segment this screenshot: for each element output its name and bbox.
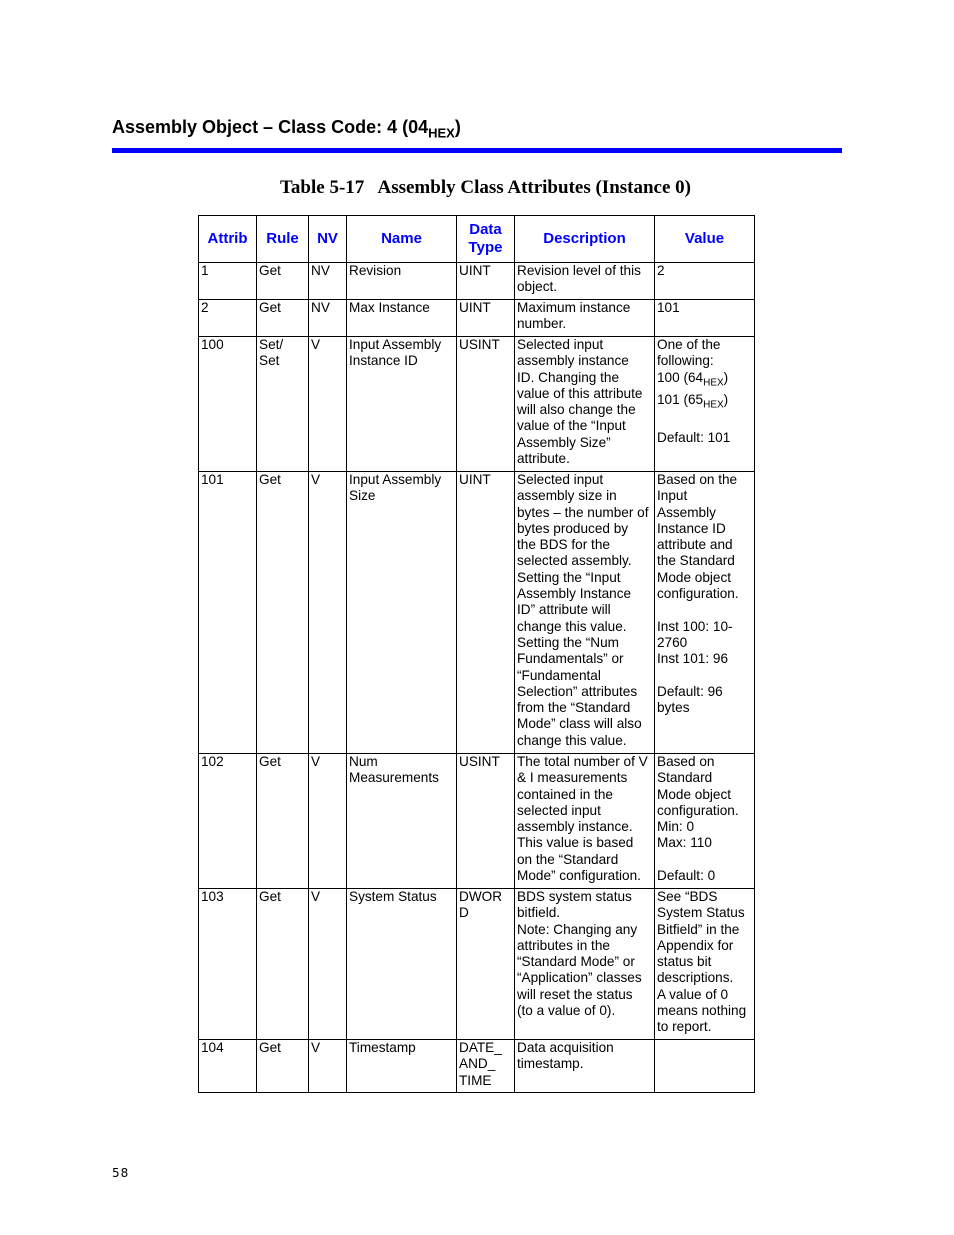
cell-attrib: 103 [199, 889, 257, 1040]
cell-type: DATE_ AND_ TIME [457, 1040, 515, 1093]
col-header-nv: NV [309, 216, 347, 263]
cell-rule: Get [257, 263, 309, 300]
cell-rule: Get [257, 472, 309, 754]
header-rule [112, 148, 842, 153]
col-header-rule: Rule [257, 216, 309, 263]
hex-subscript: HEX [703, 377, 724, 389]
value-option-101-text: 101 (65 [657, 391, 704, 407]
cell-description: The total number of V & I measurements contained in the selected input assembly instance. This value is based on the “Standard Mode” configuration. [515, 754, 655, 889]
section-heading-close: ) [454, 117, 461, 137]
table-header-row [199, 216, 755, 263]
cell-rule: Get [257, 754, 309, 889]
cell-name: Input Assembly Instance ID [347, 337, 457, 472]
value-option-100 [657, 369, 729, 389]
cell-rule: Get [257, 1040, 309, 1093]
cell-description: Maximum instance number. [515, 300, 655, 337]
cell-description: Revision level of this object. [515, 263, 655, 300]
cell-nv: V [309, 1040, 347, 1093]
value-option-100-text: 100 (64 [657, 369, 704, 385]
cell-value: Based on Standard Mode object configuration. Min: 0 Max: 110 Default: 0 [655, 754, 755, 889]
hex-subscript: HEX [703, 399, 724, 411]
cell-attrib: 1 [199, 263, 257, 300]
value-intro: One of the following: [657, 337, 721, 369]
col-header-value: Value [655, 216, 755, 263]
table-row [199, 1040, 755, 1093]
assembly-class-attributes-table [198, 215, 755, 1093]
section-heading-text: Assembly Object – Class Code: 4 (04 [112, 117, 429, 137]
page-number: 58 [112, 1166, 130, 1180]
cell-type: UINT [457, 472, 515, 754]
cell-nv: V [309, 889, 347, 1040]
section-heading [112, 117, 461, 141]
cell-value [655, 337, 755, 472]
col-header-description: Description [515, 216, 655, 263]
col-header-name: Name [347, 216, 457, 263]
cell-nv: V [309, 337, 347, 472]
table-row [199, 337, 755, 472]
cell-type: DWOR D [457, 889, 515, 1040]
cell-value [655, 1040, 755, 1093]
cell-rule: Set/ Set [257, 337, 309, 472]
cell-attrib: 102 [199, 754, 257, 889]
cell-attrib: 2 [199, 300, 257, 337]
cell-name: Revision [347, 263, 457, 300]
table-row [199, 263, 755, 300]
col-header-data-type: Data Type [457, 216, 515, 263]
col-header-attrib: Attrib [199, 216, 257, 263]
cell-description: BDS system status bitfield. Note: Changing any attributes in the “Standard Mode” or “Application” classes will reset the status (to a value of 0). [515, 889, 655, 1040]
cell-attrib: 100 [199, 337, 257, 472]
cell-description: Selected input assembly instance ID. Changing the value of this attribute will also change the value of the “Input Assembly Size” attribute. [515, 337, 655, 472]
cell-nv: NV [309, 300, 347, 337]
value-option-101-close: ) [723, 391, 729, 407]
cell-name: Input Assembly Size [347, 472, 457, 754]
cell-attrib: 101 [199, 472, 257, 754]
cell-type: UINT [457, 300, 515, 337]
value-option-101 [657, 391, 729, 411]
table-row [199, 300, 755, 337]
cell-type: USINT [457, 337, 515, 472]
table-title: Table 5-17 Assembly Class Attributes (Instance 0) [280, 177, 691, 198]
cell-rule: Get [257, 889, 309, 1040]
cell-type: UINT [457, 263, 515, 300]
cell-name: Num Measurements [347, 754, 457, 889]
cell-name: Max Instance [347, 300, 457, 337]
cell-description: Selected input assembly size in bytes – the number of bytes produced by the BDS for the selected assembly. Setting the “Input Assembly Instance ID” attribute will change this value. Setting the “Num Fundamentals” or “Fundamental Selection” attributes from the “Standard Mode” class will also change this value. [515, 472, 655, 754]
cell-rule: Get [257, 300, 309, 337]
cell-type: USINT [457, 754, 515, 889]
cell-name: System Status [347, 889, 457, 1040]
cell-value: Based on the Input Assembly Instance ID attribute and the Standard Mode object configuration. Inst 100: 10- 2760 Inst 101: 96 Default: 96 bytes [655, 472, 755, 754]
value-default: Default: 101 [657, 429, 731, 445]
cell-nv: V [309, 472, 347, 754]
cell-name: Timestamp [347, 1040, 457, 1093]
cell-description: Data acquisition timestamp. [515, 1040, 655, 1093]
cell-value: 2 [655, 263, 755, 300]
value-option-100-close: ) [723, 369, 729, 385]
cell-attrib: 104 [199, 1040, 257, 1093]
cell-nv: NV [309, 263, 347, 300]
table-row [199, 472, 755, 754]
cell-nv: V [309, 754, 347, 889]
table-row [199, 754, 755, 889]
cell-value: 101 [655, 300, 755, 337]
section-heading-subscript: HEX [428, 125, 455, 141]
cell-value: See “BDS System Status Bitfield” in the Appendix for status bit descriptions. A value of 0 means nothing to report. [655, 889, 755, 1040]
table-row [199, 889, 755, 1040]
